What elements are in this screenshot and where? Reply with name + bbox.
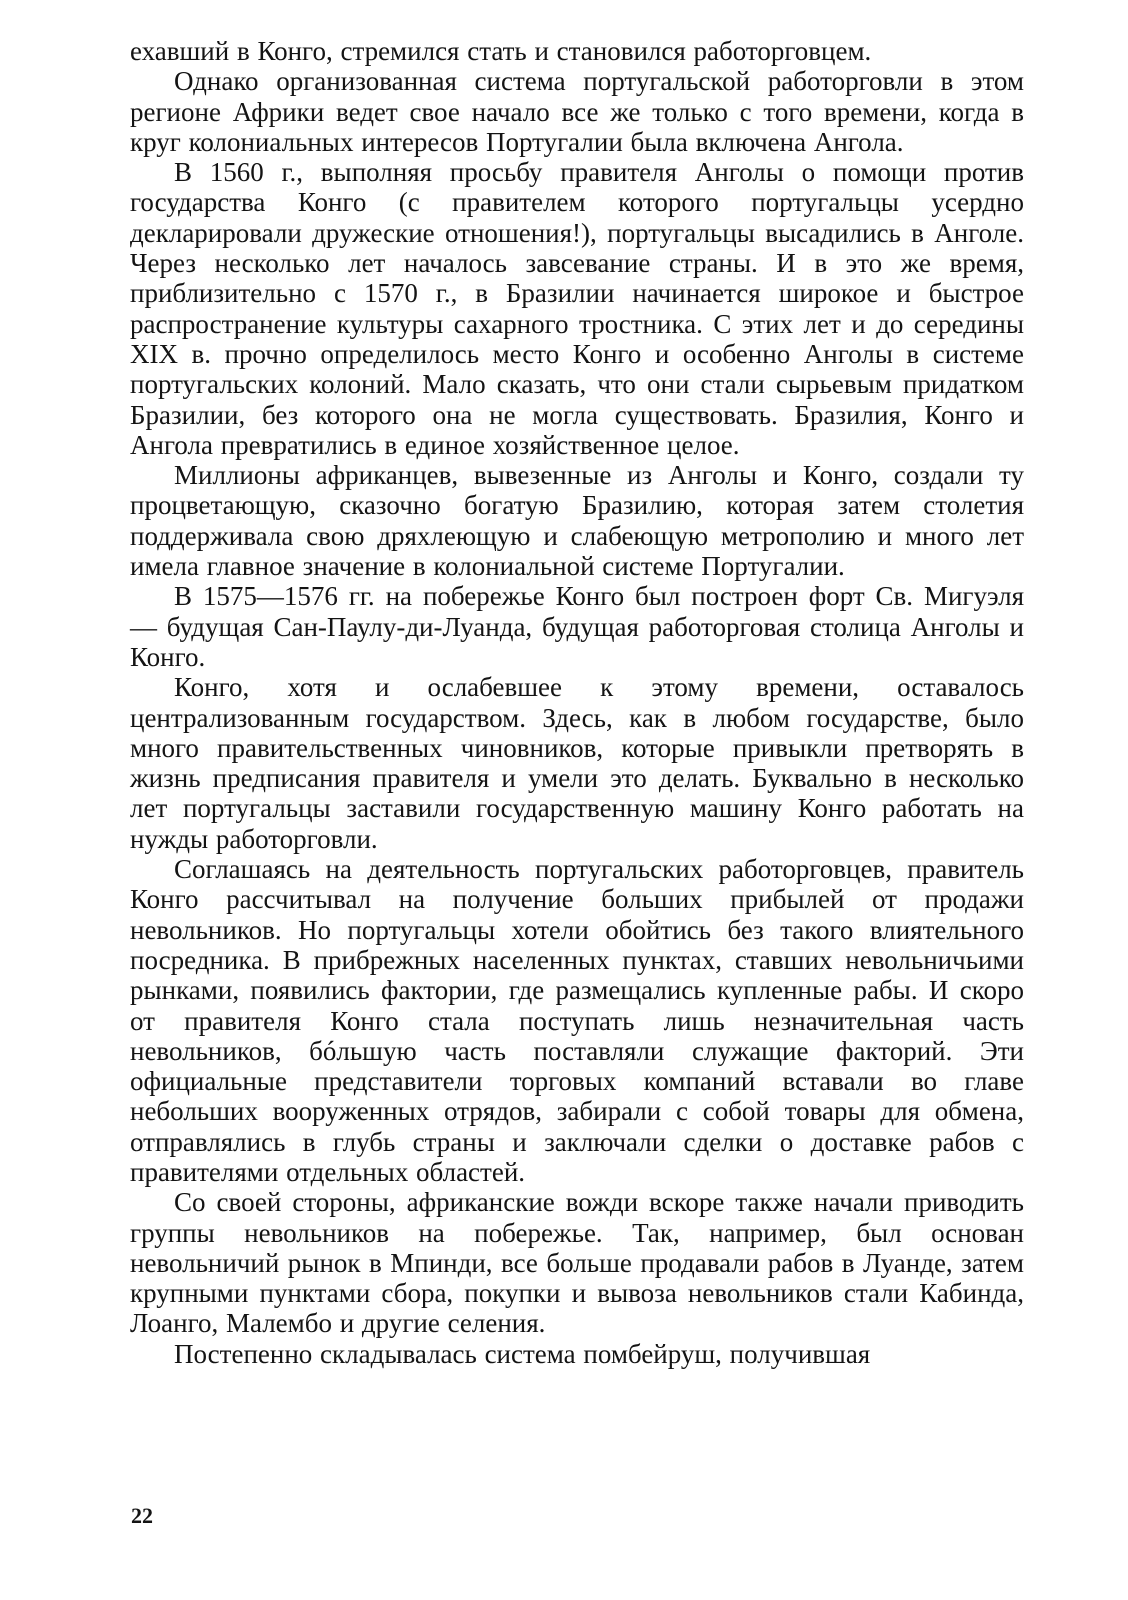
paragraph: Однако организованная система португальской работорговли в этом регионе Африки ведет свое начало все же только с того времени, когда в круг колониальных интересов Португалии была включена Ангола.: [130, 66, 1024, 157]
paragraph: Миллионы африканцев, вывезенные из Анголы и Конго, создали ту процветающую, сказочно богатую Бразилию, которая затем столетия поддерживала свою дряхлеющую и слабеющую метрополию и много лет имела главное значение в колониальной системе Португалии.: [130, 460, 1024, 582]
paragraph: В 1560 г., выполняя просьбу правителя Анголы о помощи против государства Конго (с правителем которого португальцы усердно декларировали дружеские отношения!), португальцы высадились в Анголе. Через несколько лет началось завсевание страны. И в это же время, приблизительно с 1570 г., в Бразилии начинается широкое и быстрое распространение культуры сахарного тростника. С этих лет и до середины XIX в. прочно определилось место Конго и особенно Анголы в системе португальских колоний. Мало сказать, что они стали сырьевым придатком Бразилии, без которого она не могла существовать. Бразилия, Конго и Ангола превратились в единое хозяйственное целое.: [130, 157, 1024, 460]
paragraph: Соглашаясь на деятельность португальских работорговцев, правитель Конго рассчитывал на получение больших прибылей от продажи невольников. Но португальцы хотели обойтись без такого влиятельного посредника. В прибрежных населенных пунктах, ставших невольничьими рынками, появились фактории, где размещались купленные рабы. И скоро от правителя Конго стала поступать лишь незначительная часть невольников, бóльшую часть поставляли служащие факторий. Эти официальные представители торговых компаний вставали во главе небольших вооруженных отрядов, забирали с собой товары для обмена, отправлялись в глубь страны и заключали сделки о доставке рабов с правителями отдельных областей.: [130, 854, 1024, 1187]
paragraph: В 1575—1576 гг. на побережье Конго был построен форт Св. Мигуэля — будущая Сан-Паулу-ди-Луанда, будущая работорговая столица Анголы и Конго.: [130, 581, 1024, 672]
paragraph-continuation: ехавший в Конго, стремился стать и становился работорговцем.: [130, 36, 872, 66]
paragraph-last: Постепенно складывалась система помбейруш, получившая: [174, 1338, 871, 1369]
page-number: 22: [131, 1503, 153, 1528]
page-body: [130, 36, 1024, 1369]
paragraph: Конго, хотя и ослабевшее к этому времени, оставалось централизованным государством. Здесь, как в любом государстве, было много правительственных чиновников, которые привыкли претворять в жизнь предписания правителя и умели это делать. Буквально в несколько лет португальцы заставили государственную машину Конго работать на нужды работорговли.: [130, 672, 1024, 854]
paragraph: Со своей стороны, африканские вожди вскоре также начали приводить группы невольников на побережье. Так, например, был основан невольничий рынок в Мпинди, все больше продавали рабов в Луанде, затем крупными пунктами сбора, покупки и вывоза невольников стали Кабинда, Лоанго, Малембо и другие селения.: [130, 1187, 1024, 1339]
